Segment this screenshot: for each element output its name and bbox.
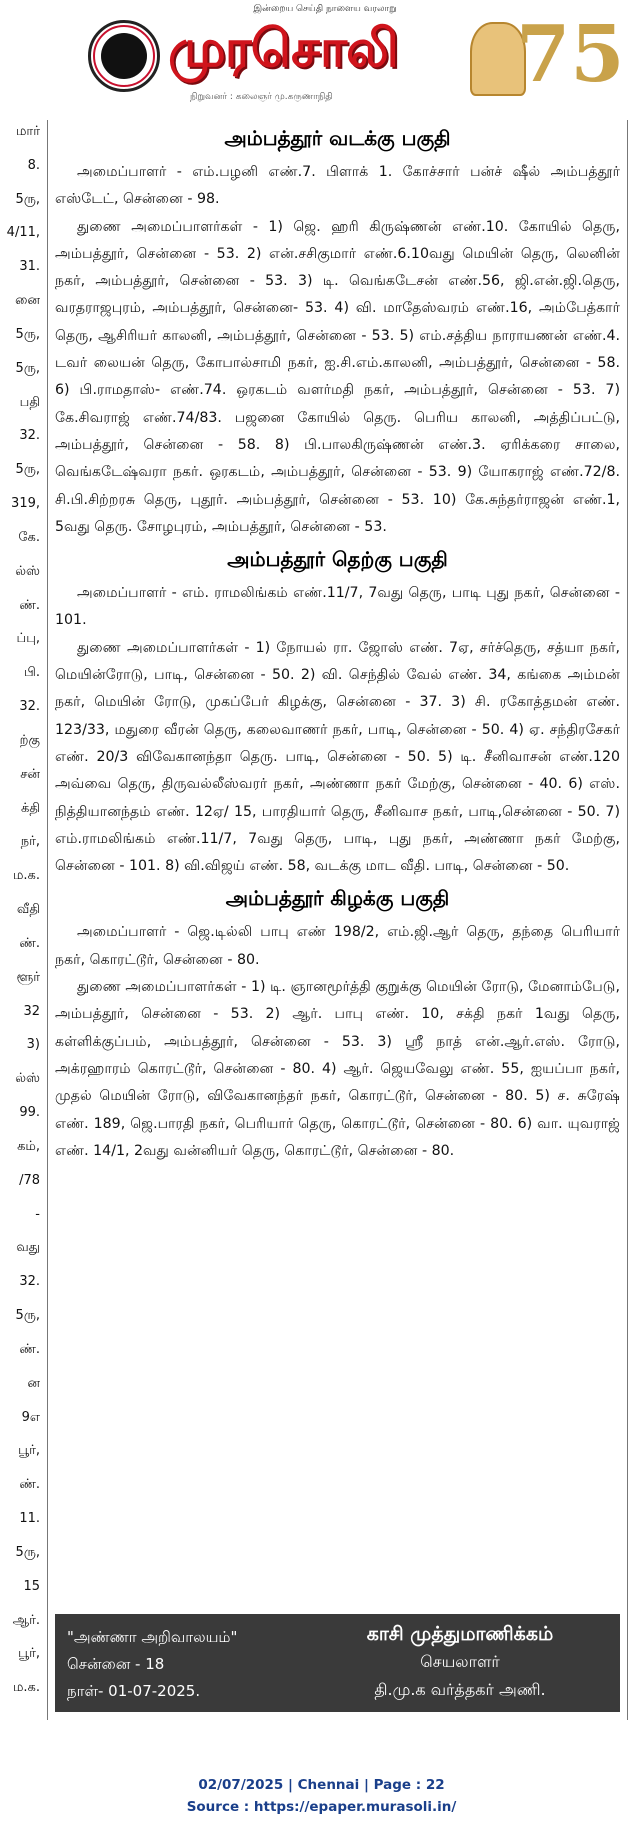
column-fragment-line: பதி — [19, 394, 40, 410]
column-fragment-line: னை — [15, 293, 40, 309]
party-seal-logo — [88, 20, 160, 92]
brand-logo — [168, 14, 468, 84]
issue-city: சென்னை - 18 — [67, 1655, 165, 1673]
seal-emblem-icon — [101, 33, 147, 79]
column-fragment-line: ண். — [19, 597, 40, 613]
column-fragment-line: 5ரு, — [15, 360, 40, 376]
brand-name: முரசொலி — [168, 18, 398, 79]
column-fragment-line: வீதி — [16, 902, 40, 918]
column-fragment-line: ஆர். — [12, 1612, 40, 1628]
column-fragment-line: 32. — [19, 699, 40, 715]
page-credit — [0, 1774, 643, 1818]
column-fragment-line: 5ரு, — [15, 1544, 40, 1560]
column-fragment-line: ம.க. — [12, 1680, 40, 1696]
column-fragment-line: 5ரு, — [15, 326, 40, 342]
signatory-wing: தி.மு.க வர்த்தகர் அணி. — [374, 1680, 546, 1699]
column-fragment-line: ம.க. — [12, 868, 40, 884]
south-deputies: துணை அமைப்பாளர்கள் - 1) நோயல் ரா. ஜோஸ் எண். 7ஏ, சர்ச்தெரு, சத்யா நகர், மெயின்ரோடு, பாடி, சென்னை - 50. 2) வி. செந்தில் வேல் எண். 34, கங்கை அம்மன் நகர், மெயின் ரோடு, முகப்பேர் கிழக்கு, சென்னை - 37. 3) சி. ரகோத்தமன் எண். 123/33, மதுரை வீரன் தெரு, கலைவாணர் நகர், பாடி, சென்னை - 50. 4) ஏ. சந்திரசேகர் எண். 20/3 விவேகானந்தா தெரு. பாடி, சென்னை - 50. 5) டி. சீனிவாசன் எண்.120 அவ்வை தெரு, திருவல்லீஸ்வரர் நகர், அண்ணா நகர் மேற்கு, சென்னை - 40. 6) எஸ். நித்தியானந்தம் எண். 12ஏ/ 15, பாரதியார் தெரு, சீனிவாச நகர், பாடி,சென்னை - 50. 7) எம்.ராமலிங்கம் எண்.11/7, 7வது தெரு, பாடி, புது நகர், அண்ணா நகர் மேற்கு, சென்னை - 101. 8) வி.விஜய் எண். 58, வடக்கு மாட வீதி. பாடி, சென்னை - 50. — [55, 639, 620, 875]
column-fragment-line: ல்ஸ் — [15, 1071, 40, 1087]
signature-box — [55, 1614, 620, 1712]
credit-date-page: 02/07/2025 | Chennai | Page : 22 — [198, 1777, 445, 1793]
column-fragment-line: 3) — [26, 1037, 40, 1053]
anniversary-emblem — [470, 9, 625, 105]
section-heading-south: அம்பத்தூர் தெற்கு பகுதி — [227, 547, 448, 572]
signatory-block — [310, 1620, 610, 1704]
section-heading-east: அம்பத்தூர் கிழக்கு பகுதி — [225, 886, 450, 911]
column-fragment-line: ண். — [19, 1341, 40, 1357]
anniversary-number: 75 — [516, 9, 625, 100]
issue-place-date — [67, 1624, 297, 1705]
column-fragment-line: பூர், — [18, 1646, 40, 1662]
column-fragment-line: நர், — [20, 834, 40, 850]
column-fragment-line: 9எ — [21, 1409, 40, 1425]
column-fragment-line: 32. — [19, 1274, 40, 1290]
column-fragment-line: பூர், — [18, 1443, 40, 1459]
column-fragment-line: கே. — [18, 529, 40, 545]
column-fragment-line: க்தி — [21, 800, 40, 816]
signatory-role: செயலாளர் — [420, 1652, 500, 1671]
column-divider-left — [47, 120, 48, 1720]
column-fragment-line: மார் — [15, 124, 40, 139]
north-deputies: துணை அமைப்பாளர்கள் - 1) ஜெ. ஹரி கிருஷ்ணன் எண்.10. கோயில் தெரு, அம்பத்தூர், சென்னை - 53. 2) என்.சசிகுமார் எண்.6.10வது மெயின் தெரு, லெனின் நகர், அம்பத்தூர், சென்னை - 53. 3) டி. வெங்கடேசன் எண்.56, ஜி.என்.ஜி.தெரு, வரதராஜபுரம், அம்பத்தூர், சென்னை- 53. 4) வி. மாதேஸ்வரம் எண்.16, அம்பேத்கார் தெரு, ஆசிரியர் காலனி, அம்பத்தூர், சென்னை - 53. 5) எம்.சத்திய நாராயணன் எண்.4. டவர் லையன் தெரு, கோபால்சாமி நகர், ஐ.சி.எம்.காலனி, அம்பத்தூர், சென்னை - 58. 6) பி.ராமதாஸ்- எண்.74. ஒரகடம் வளர்மதி நகர், அம்பத்தூர், சென்னை - 53. 7) கே.சிவராஜ் எண்.74/83. பஜனை கோயில் தெரு. பெரிய காலனி, அத்திப்பட்டு, அம்பத்தூர், சென்னை - 58. 8) பி.பாலகிருஷ்ணன் எண்.3. ஏரிக்கரை சாலை, வெங்கடேஷ்வரா நகர். ஒரகடம், அம்பத்தூர், சென்னை - 53. 9) யோகராஜ் எண்.72/8. சி.பி.சிற்றரசு தெரு, புதூர். அம்பத்தூர், சென்னை - 53. 10) கே.சுந்தர்ராஜன் எண்.1, 5வது தெரு. சோழபுரம், அம்பத்தூர், சென்னை - 53. — [55, 218, 620, 535]
brand-founder-line: நிறுவனர் : கலைஞர் மு.கருணாநிதி — [190, 92, 333, 102]
column-fragment-line: - — [35, 1206, 40, 1222]
column-fragment-line: 8. — [27, 157, 40, 173]
column-fragment-line: 15 — [23, 1578, 40, 1594]
column-fragment-line: 4/11, — [6, 225, 40, 241]
column-fragment-line: ப்பு, — [16, 631, 40, 647]
column-fragment-line: 5ரு, — [15, 1308, 40, 1324]
column-fragment-line: 319, — [11, 496, 40, 512]
column-fragment-line: கம், — [17, 1138, 40, 1154]
column-fragment-line: வது — [16, 1240, 40, 1256]
column-fragment-line: 11. — [19, 1511, 40, 1527]
signatory-name: காசி முத்துமாணிக்கம் — [366, 1623, 554, 1645]
column-fragment-line: 32 — [23, 1003, 40, 1019]
issue-date: நாள்- 01-07-2025. — [67, 1682, 201, 1700]
column-fragment-line: ளூர் — [16, 969, 40, 985]
column-fragment-line: ற்கு — [19, 732, 40, 748]
masthead — [0, 0, 643, 118]
column-fragment-line: பி. — [24, 665, 40, 681]
north-organizer: அமைப்பாளர் - எம்.பழனி எண்.7. பிளாக் 1. கோச்சார் பன்ச் ஷீல் அம்பத்தூர் எஸ்டேட், சென்னை - 98. — [55, 164, 620, 208]
article-body — [55, 120, 620, 1165]
column-fragment-line: 31. — [19, 259, 40, 275]
column-fragment-line: 99. — [19, 1105, 40, 1121]
issue-place: "அண்ணா அறிவாலயம்" — [67, 1628, 238, 1646]
east-organizer: அமைப்பாளர் - ஜெ.டில்லி பாபு எண் 198/2, எம்.ஜி.ஆர் தெரு, தந்தை பெரியார் நகர், கொரட்டூர், சென்னை - 80. — [55, 924, 620, 968]
column-fragment-line: ண். — [19, 935, 40, 951]
south-organizer: அமைப்பாளர் - எம். ராமலிங்கம் எண்.11/7, 7வது தெரு, பாடி புது நகர், சென்னை - 101. — [55, 585, 620, 629]
adjacent-column-fragment — [0, 120, 44, 1720]
column-fragment-line: ன — [27, 1375, 40, 1391]
column-divider-right — [627, 120, 628, 1720]
column-fragment-line: சன் — [20, 766, 40, 782]
column-fragment-line: /78 — [19, 1172, 40, 1188]
credit-source: Source : https://epaper.murasoli.in/ — [186, 1799, 457, 1815]
column-fragment-line: 5ரு, — [15, 462, 40, 478]
section-heading-north: அம்பத்தூர் வடக்கு பகுதி — [224, 126, 451, 150]
column-fragment-line: ண். — [19, 1477, 40, 1493]
column-fragment-line: ல்ஸ் — [15, 563, 40, 579]
column-fragment-line: 32. — [19, 428, 40, 444]
tagline: இன்றைய செய்தி நாளைய வரலாறு — [253, 4, 397, 14]
east-deputies: துணை அமைப்பாளர்கள் - 1) டி. ஞானமூர்த்தி குறுக்கு மெயின் ரோடு, மேனாம்பேடு, அம்பத்தூர், சென்னை - 53. 2) ஆர். பாபு எண். 10, சக்தி நகர் 1வது தெரு, கள்ளிக்குப்பம், அம்பத்தூர், சென்னை - 53. 3) ஸ்ரீ நாத் என்.ஆர்.எஸ். ரோடு, அக்ரஹாரம் கொரட்டூர், சென்னை - 80. 4) ஆர். ஜெயவேலு எண். 55, ஐயப்பா நகர், முதல் மெயின் ரோடு, விவேகானந்தர் நகர், கொரட்டூர், சென்னை - 80. 5) ச. சுரேஷ் எண். 189, ஜெ.பாரதி நகர், பெரியார் தெரு, கொரட்டூர், சென்னை - 80. 6) வா. யுவராஜ் எண். 14/1, 2வது வன்னியர் தெரு, கொரட்டூர், சென்னை - 80. — [55, 979, 620, 1159]
column-fragment-line: 5ரு, — [15, 191, 40, 207]
